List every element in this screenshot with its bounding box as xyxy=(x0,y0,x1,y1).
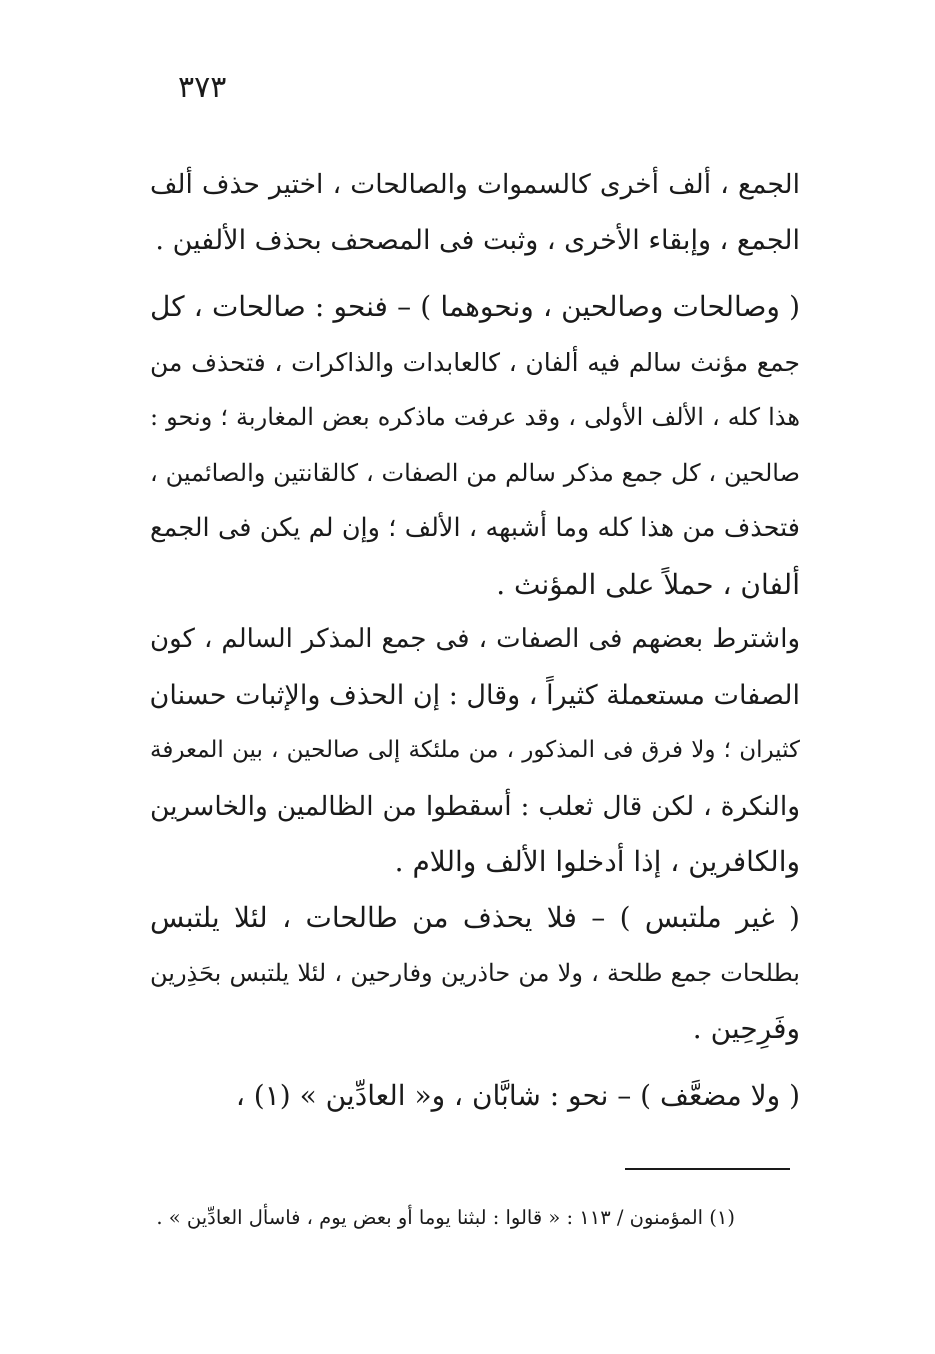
paragraph-4 xyxy=(150,890,800,1057)
paragraph-3 xyxy=(150,612,800,890)
text-line: والنكرة ، لكن قال ثعلب : أسقطوا من الظالمين والخاسرين xyxy=(150,790,800,822)
text-line: والكافرين ، إذا أدخلوا الألف واللام . xyxy=(394,845,800,878)
page-number: ٣٧٣ xyxy=(178,70,227,105)
text-line: الجمع ، ألف أخرى كالسموات والصالحات ، اختير حذف ألف xyxy=(150,169,800,200)
text-line: كثيران ؛ ولا فرق فى المذكور ، من ملئكة إلى صالحين ، بين المعرفة xyxy=(150,737,800,763)
text-line: صالحين ، كل جمع مذكر سالم من الصفات ، كالقانتين والصائمين ، xyxy=(150,458,800,487)
text-line: جمع مؤنث سالم فيه ألفان ، كالعابدات والذاكرات ، فتحذف من xyxy=(150,347,800,377)
text-line: هذا كله ، الألف الأولى ، وقد عرفت ماذكره بعض المغاربة ؛ ونحو : xyxy=(150,403,800,431)
text-line: واشترط بعضهم فى الصفات ، فى جمع المذكر السالم ، كون xyxy=(150,624,800,654)
footnote-divider xyxy=(625,1168,790,1170)
paragraph-1 xyxy=(150,157,800,268)
paragraph-2 xyxy=(150,279,800,612)
text-line: الجمع ، وإبقاء الأخرى ، وثبت فى المصحف بحذف الألفين . xyxy=(155,224,800,256)
text-line: ( ولا مضعَّف ) – نحو : شابَّان ، و« العادِّين » (١) ، xyxy=(235,1079,800,1112)
text-line: فتحذف من هذا كله وما أشبهه ، الألف ؛ وإن لم يكن فى الجمع xyxy=(150,513,800,543)
text-line: ( غير ملتبس ) – فلا يحذف من طالحات ، لئلا يلتبس xyxy=(150,901,800,934)
text-line: وفَرِحِين . xyxy=(692,1012,800,1045)
text-line: الصفات مستعملة كثيراً ، وقال : إن الحذف والإثبات حسنان xyxy=(149,679,800,711)
text-line: بطلحات جمع طلحة ، ولا من حاذرين وفارحين ، لئلا يلتبس بحَذِرين xyxy=(150,958,800,987)
text-line: ( وصالحات وصالحين ، ونحوهما ) – فنحو : صالحات ، كل xyxy=(150,290,800,323)
footnote: (١) المؤمنون / ١١٣ : « قالوا : لبثنا يوما أو بعض يوم ، فاسأل العادِّين » . xyxy=(156,1206,735,1229)
text-line: ألفان ، حملاً على المؤنث . xyxy=(496,567,800,601)
paragraph-5 xyxy=(150,1068,800,1124)
